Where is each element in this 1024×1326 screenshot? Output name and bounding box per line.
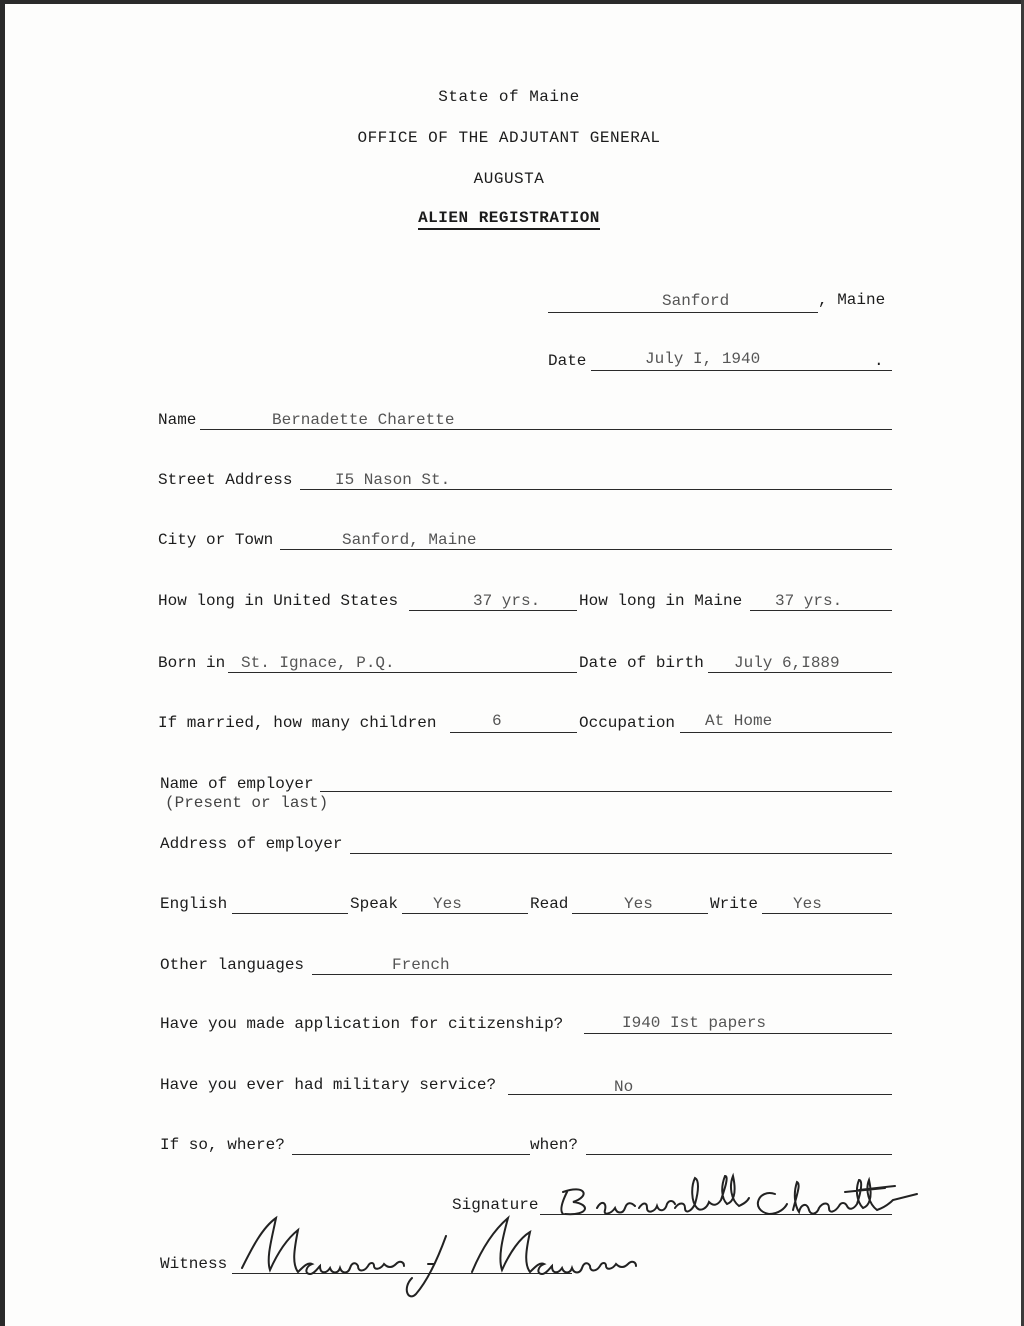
name-value: Bernadette Charette [272,411,455,429]
date-end: . [874,352,884,370]
english-line [232,913,348,914]
name-line [200,429,892,430]
speak-label: Speak [350,895,399,913]
read-value: Yes [624,895,653,913]
witness-handwriting [232,1208,672,1308]
speak-value: Yes [433,895,462,913]
born-line [228,672,577,673]
read-label: Read [530,895,569,913]
street-line [300,489,892,490]
header-title [0,209,1018,227]
city-line [280,549,892,550]
street-value: I5 Nason St. [335,471,451,489]
header-title-text: ALIEN REGISTRATION [418,209,600,230]
military-line [508,1094,892,1095]
place-suffix: , Maine [818,291,886,309]
employer-label: Name of employer [160,775,314,793]
other-languages-value: French [392,956,450,974]
street-label: Street Address [158,471,293,489]
military-label: Have you ever had military service? [160,1076,497,1094]
citizenship-label: Have you made application for citizenship? [160,1015,564,1033]
city-label: City or Town [158,531,274,549]
occupation-value: At Home [705,712,773,730]
maine-value: 37 yrs. [775,592,843,610]
dob-line [708,672,892,673]
dob-value: July 6,I889 [734,654,840,672]
city-value: Sanford, Maine [342,531,477,549]
signature-label: Signature [452,1196,539,1214]
write-value: Yes [793,895,822,913]
us-value: 37 yrs. [473,592,541,610]
place-line [548,312,818,313]
header-city: AUGUSTA [473,170,545,188]
children-line [450,732,577,733]
write-line [762,913,892,914]
maine-label: How long in Maine [579,592,743,610]
citizenship-value: I940 Ist papers [622,1014,767,1032]
witness-label: Witness [160,1255,228,1273]
born-value: St. Ignace, P.Q. [241,654,395,672]
speak-line [402,913,528,914]
when-line [586,1154,892,1155]
where-label: If so, where? [160,1136,285,1154]
read-line [572,913,708,914]
date-line [591,370,892,371]
scan-edge-left [0,0,5,1326]
employer-address-line [350,853,892,854]
date-value: July I, 1940 [645,350,761,368]
children-label: If married, how many children [158,714,437,732]
where-line [292,1154,530,1155]
other-languages-label: Other languages [160,956,305,974]
write-label: Write [710,895,759,913]
citizenship-line [584,1033,892,1034]
us-line [409,610,577,611]
children-value: 6 [492,712,502,730]
header-state: State of Maine [438,88,580,106]
english-label: English [160,895,228,913]
occupation-label: Occupation [579,714,676,732]
dob-label: Date of birth [579,654,704,672]
employer-address-label: Address of employer [160,835,343,853]
scan-edge-top [0,0,1024,4]
us-label: How long in United States [158,592,399,610]
header-office: OFFICE OF THE ADJUTANT GENERAL [357,129,661,147]
name-label: Name [158,411,197,429]
employer-line [320,791,892,792]
military-value: No [614,1078,634,1096]
place-value: Sanford [662,292,730,310]
occupation-line [680,732,892,733]
born-label: Born in [158,654,226,672]
date-label: Date [548,352,587,370]
employer-sublabel: (Present or last) [165,794,329,812]
other-languages-line [312,974,892,975]
when-label: when? [530,1136,579,1154]
maine-line [750,610,892,611]
